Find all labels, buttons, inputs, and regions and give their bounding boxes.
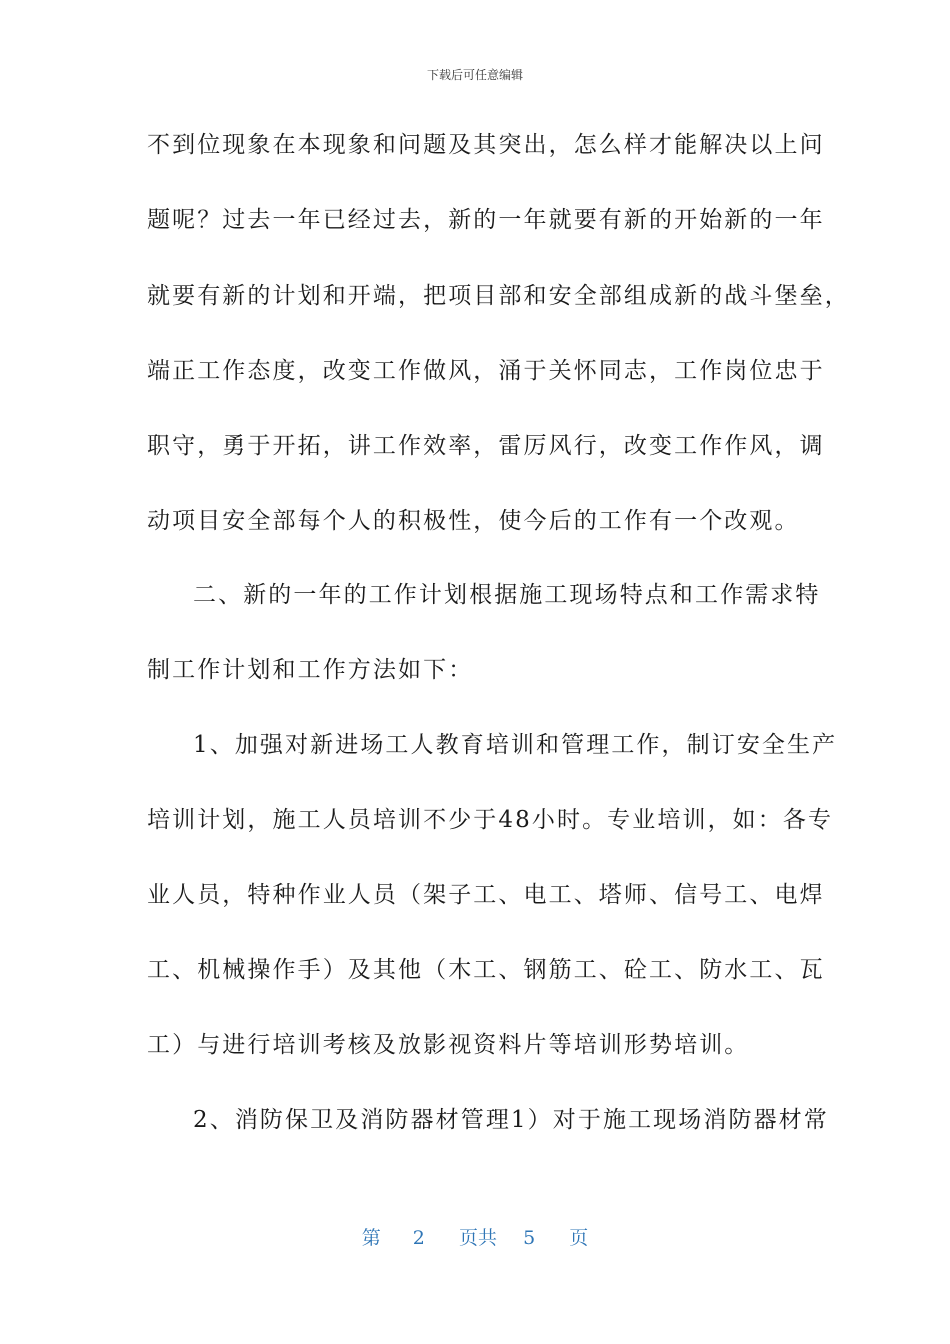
text-line-9: 1、加强对新进场工人教育培训和管理工作，制订安全生产 [193, 732, 838, 758]
text-line-10: 培训计划，施工人员培训不少于48小时。专业培训，如：各专 [147, 807, 834, 833]
footer-prefix: 第 [361, 1227, 381, 1249]
text-line-12: 工、机械操作手）及其他（木工、钢筋工、砼工、防水工、瓦 [147, 957, 825, 983]
page-footer [0, 1226, 950, 1250]
text-line-2: 题呢？过去一年已经过去，新的一年就要有新的开始新的一年 [147, 207, 825, 233]
text-line-1: 不到位现象在本现象和问题及其突出，怎么样才能解决以上问 [147, 132, 825, 158]
text-line-14: 2、消防保卫及消防器材管理1）对于施工现场消防器材常 [193, 1107, 829, 1133]
text-line-3: 就要有新的计划和开端，把项目部和安全部组成新的战斗堡垒， [147, 283, 850, 309]
text-line-8: 制工作计划和工作方法如下： [147, 657, 474, 683]
page-header: 下载后可任意编辑 [426, 68, 523, 82]
footer-suffix: 页 [569, 1227, 589, 1249]
text-line-6: 动项目安全部每个人的积极性，使今后的工作有一个改观。 [147, 508, 800, 534]
text-line-4: 端正工作态度，改变工作做风，涌于关怀同志，工作岗位忠于 [147, 358, 825, 384]
text-line-7: 二、新的一年的工作计划根据施工现场特点和工作需求特 [193, 582, 821, 608]
text-line-13: 工）与进行培训考核及放影视资料片等培训形势培训。 [147, 1032, 750, 1058]
footer-total-pages: 5 [523, 1227, 536, 1249]
footer-page-number: 2 [412, 1227, 425, 1249]
footer-middle: 页共 [458, 1227, 497, 1249]
text-line-11: 业人员，特种作业人员（架子工、电工、塔师、信号工、电焊 [147, 882, 825, 908]
text-line-5: 职守，勇于开拓，讲工作效率，雷厉风行，改变工作作风，调 [147, 433, 825, 459]
